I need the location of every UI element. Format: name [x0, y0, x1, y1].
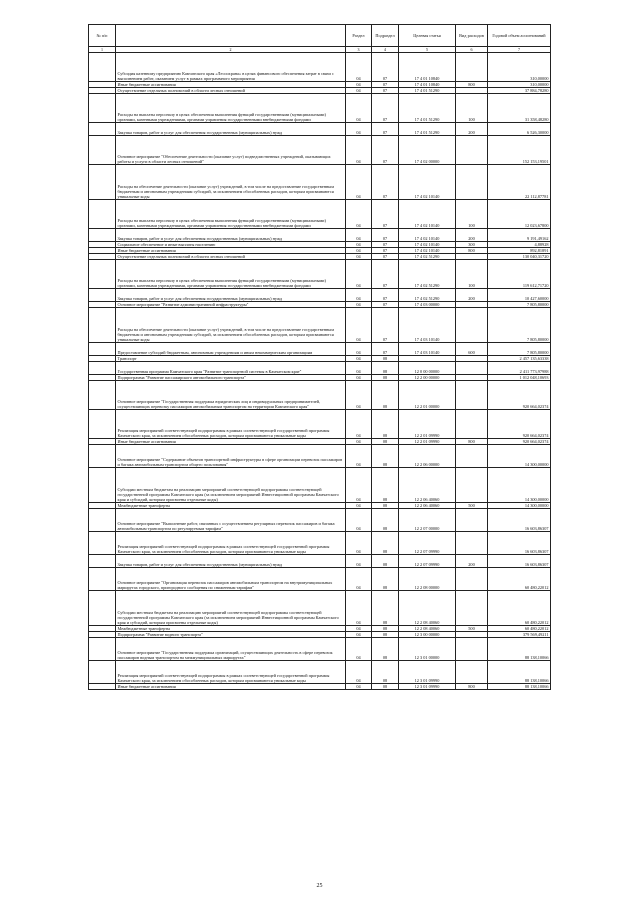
row-podrazdel: 07 [372, 308, 399, 343]
row-target: 17 4 02 10140 [399, 242, 456, 248]
row-target: 17 4 01 51290 [399, 123, 456, 136]
table-row [89, 591, 551, 626]
row-razdel: 04 [346, 308, 372, 343]
row-razdel: 04 [346, 229, 372, 242]
row-razdel: 04 [346, 638, 372, 661]
row-vid: 500 [456, 503, 488, 509]
table-row [89, 94, 551, 123]
row-podrazdel: 07 [372, 254, 399, 260]
row-razdel: 04 [346, 410, 372, 439]
row-num [89, 229, 116, 242]
table-row [89, 445, 551, 468]
row-name: Подпрограмма "Развитие водного транспорта" [116, 632, 346, 638]
row-vid [456, 532, 488, 555]
row-vid: 600 [456, 343, 488, 356]
row-amount: 22 112,87781 [488, 165, 551, 200]
row-name: Закупка товаров, работ и услуг для обеспечения государственных (муниципальных) нужд [116, 555, 346, 568]
col-header-num: № п/п [89, 25, 116, 47]
column-number: 4 [372, 47, 399, 53]
row-podrazdel: 08 [372, 445, 399, 468]
row-vid [456, 136, 488, 165]
table-header-row [89, 25, 551, 47]
row-amount: 37 884,78280 [488, 88, 551, 94]
row-num [89, 381, 116, 410]
column-number: 1 [89, 47, 116, 53]
column-number: 7 [488, 47, 551, 53]
row-razdel: 04 [346, 509, 372, 532]
row-amount: 16 603,86307 [488, 532, 551, 555]
row-podrazdel: 07 [372, 53, 399, 82]
row-razdel: 04 [346, 248, 372, 254]
row-razdel: 04 [346, 136, 372, 165]
row-podrazdel: 07 [372, 88, 399, 94]
row-podrazdel: 08 [372, 555, 399, 568]
row-vid: 300 [456, 242, 488, 248]
row-razdel: 04 [346, 302, 372, 308]
budget-table-sheet [88, 24, 550, 690]
row-num [89, 289, 116, 302]
row-vid: 200 [456, 289, 488, 302]
row-podrazdel: 08 [372, 626, 399, 632]
row-amount: 920 664,02374 [488, 381, 551, 410]
row-podrazdel: 08 [372, 661, 399, 684]
row-target: 12 2 06 40060 [399, 468, 456, 503]
row-amount: 12 023,67800 [488, 200, 551, 229]
row-num [89, 661, 116, 684]
row-razdel: 04 [346, 381, 372, 410]
row-num [89, 165, 116, 200]
row-podrazdel: 08 [372, 568, 399, 591]
row-podrazdel: 07 [372, 248, 399, 254]
row-amount: 31 358,48280 [488, 94, 551, 123]
row-vid [456, 362, 488, 375]
row-num [89, 509, 116, 532]
row-target: 17 4 01 10840 [399, 53, 456, 82]
row-target: 12 0 00 00000 [399, 362, 456, 375]
row-target: 12 3 01 00000 [399, 638, 456, 661]
table-row [89, 343, 551, 356]
table-row [89, 410, 551, 439]
row-razdel: 04 [346, 568, 372, 591]
row-razdel: 04 [346, 123, 372, 136]
row-amount: 4,88928 [488, 242, 551, 248]
row-amount: 14 300,00000 [488, 468, 551, 503]
row-podrazdel: 07 [372, 94, 399, 123]
row-razdel: 04 [346, 626, 372, 632]
row-podrazdel: 07 [372, 200, 399, 229]
row-name: Закупка товаров, работ и услуг для обеспечения государственных (муниципальных) нужд [116, 123, 346, 136]
table-row [89, 381, 551, 410]
row-amount: 379 569,49211 [488, 632, 551, 638]
row-razdel: 04 [346, 260, 372, 289]
row-num [89, 343, 116, 356]
row-razdel: 04 [346, 591, 372, 626]
row-amount: 88 138,10066 [488, 684, 551, 690]
row-num [89, 445, 116, 468]
row-podrazdel: 08 [372, 632, 399, 638]
row-name: Основное мероприятие "Развитие административной инфраструктуры" [116, 302, 346, 308]
table-row [89, 136, 551, 165]
row-vid [456, 638, 488, 661]
row-name: Расходы на обеспечение деятельности (оказание услуг) учреждений, в том числе на предоставление государственным бюджетным и автономным учреждениям субсидий, за исключением обособленных расходов, которым присваиваются уникальные коды [116, 165, 346, 200]
row-num [89, 260, 116, 289]
row-target: 17 4 02 00000 [399, 136, 456, 165]
table-row [89, 638, 551, 661]
table-row [89, 362, 551, 375]
col-header-target: Целевая статья [399, 25, 456, 47]
row-razdel: 04 [346, 242, 372, 248]
row-name: Основное мероприятие "Выполнение работ, связанных с осуществлением регулярных перевозок пассажиров и багажа автомобильным транспортом по регулируемым тарифам" [116, 509, 346, 532]
row-amount: 60 480,22012 [488, 591, 551, 626]
row-vid: 200 [456, 123, 488, 136]
row-podrazdel: 08 [372, 356, 399, 362]
row-razdel: 04 [346, 165, 372, 200]
row-amount: 14 300,00000 [488, 445, 551, 468]
row-name: Иные бюджетные ассигнования [116, 439, 346, 445]
row-podrazdel: 07 [372, 123, 399, 136]
table-row [89, 289, 551, 302]
row-podrazdel: 07 [372, 302, 399, 308]
row-name: Расходы на выплаты персоналу в целях обеспечения выполнения функций государственными (муниципальными) органами, казенными учреждениями, органами управления государственными внебюджетными фондами [116, 260, 346, 289]
row-razdel: 04 [346, 289, 372, 302]
row-num [89, 532, 116, 555]
col-header-razdel: Раздел [346, 25, 372, 47]
row-amount: 310,00000 [488, 53, 551, 82]
row-name: Основное мероприятие "Организация перевозок пассажиров автомобильным транспортом на внутримуниципальных маршрутах городского, пригородного сообщения по сниженным тарифам" [116, 568, 346, 591]
row-name: Закупка товаров, работ и услуг для обеспечения государственных (муниципальных) нужд [116, 229, 346, 242]
row-amount: 2 411 773,97988 [488, 362, 551, 375]
row-razdel: 04 [346, 555, 372, 568]
row-vid [456, 509, 488, 532]
row-vid: 100 [456, 94, 488, 123]
row-razdel: 04 [346, 362, 372, 375]
row-podrazdel: 08 [372, 468, 399, 503]
row-target: 12 2 08 00000 [399, 568, 456, 591]
row-podrazdel: 08 [372, 684, 399, 690]
row-vid [456, 53, 488, 82]
row-razdel: 04 [346, 439, 372, 445]
row-podrazdel: 08 [372, 410, 399, 439]
row-amount: 60 480,22012 [488, 568, 551, 591]
row-target: 12 2 01 09990 [399, 410, 456, 439]
row-podrazdel: 08 [372, 591, 399, 626]
table-row [89, 123, 551, 136]
row-razdel: 04 [346, 343, 372, 356]
row-amount: 892,81891 [488, 248, 551, 254]
row-amount: 7 805,80000 [488, 302, 551, 308]
row-razdel: 04 [346, 445, 372, 468]
col-header-name [116, 25, 346, 47]
row-name: Реализация мероприятий соответствующей подпрограммы в рамках соответствующей государственной программы Камчатского края, за исключением обособленных расходов, которым присваиваются уникальные коды [116, 661, 346, 684]
table-row [89, 200, 551, 229]
row-amount: 920 664,02374 [488, 410, 551, 439]
row-podrazdel: 08 [372, 638, 399, 661]
column-number: 6 [456, 47, 488, 53]
page-number: 25 [316, 883, 323, 889]
row-amount: 10 427,60000 [488, 289, 551, 302]
row-amount: 14 300,00000 [488, 503, 551, 509]
row-amount: 16 603,86307 [488, 555, 551, 568]
row-num [89, 362, 116, 375]
row-vid: 500 [456, 626, 488, 632]
row-name: Закупка товаров, работ и услуг для обеспечения государственных (муниципальных) нужд [116, 289, 346, 302]
row-name: Субсидии местным бюджетам на реализацию мероприятий соответствующей подпрограммы соответствующей государственной программы Камчатского края (за исключением мероприятий Инвестиционной программы Камчатского края и субсидий, которым присвоены отдельные коды) [116, 468, 346, 503]
row-name: Подпрограмма "Развитие пассажирского автомобильного транспорта" [116, 375, 346, 381]
row-razdel: 04 [346, 503, 372, 509]
row-razdel: 04 [346, 53, 372, 82]
row-razdel: 04 [346, 661, 372, 684]
row-vid: 800 [456, 684, 488, 690]
row-amount: 310,00000 [488, 82, 551, 88]
row-vid [456, 381, 488, 410]
row-podrazdel: 07 [372, 260, 399, 289]
row-num [89, 468, 116, 503]
row-target: 12 2 08 40060 [399, 591, 456, 626]
row-razdel: 04 [346, 82, 372, 88]
row-podrazdel: 08 [372, 532, 399, 555]
row-vid: 200 [456, 229, 488, 242]
table-row [89, 260, 551, 289]
row-name: Расходы на выплаты персоналу в целях обеспечения выполнения функций государственными (муниципальными) органами, казенными учреждениями, органами управления государственными внебюджетными фондами [116, 200, 346, 229]
row-amount: 6 526,30000 [488, 123, 551, 136]
row-razdel: 04 [346, 356, 372, 362]
row-target: 17 4 01 10840 [399, 82, 456, 88]
row-razdel: 04 [346, 200, 372, 229]
row-podrazdel: 08 [372, 439, 399, 445]
row-name: Государственная программа Камчатского края "Развитие транспортной системы в Камчатском крае" [116, 362, 346, 375]
row-target: 17 4 03 10140 [399, 343, 456, 356]
row-vid [456, 410, 488, 439]
row-name: Расходы на обеспечение деятельности (оказание услуг) учреждений, в том числе на предоставление государственным бюджетным и автономным учреждениям субсидий, за исключением обособленных расходов, которым присваиваются уникальные коды [116, 308, 346, 343]
row-vid: 200 [456, 555, 488, 568]
row-num [89, 308, 116, 343]
row-name: Субсидии местным бюджетам на реализацию мероприятий соответствующей подпрограммы соответствующей государственной программы Камчатского края (за исключением мероприятий Инвестиционной программы Камчатского края и субсидий, которым присвоены отдельные коды) [116, 591, 346, 626]
table-row [89, 229, 551, 242]
row-num [89, 638, 116, 661]
row-vid: 100 [456, 260, 488, 289]
row-vid [456, 568, 488, 591]
table-row [89, 532, 551, 555]
row-target: 17 4 02 51290 [399, 260, 456, 289]
row-razdel: 04 [346, 632, 372, 638]
row-name: Субсидия казенному предприятию Камчатского края «Лесоохрана» в целях финансового обеспечения затрат в связи с выполнением работ, оказанием услуг в рамках программного мероприятия [116, 53, 346, 82]
row-name: Социальное обеспечение и иные выплаты населению [116, 242, 346, 248]
row-vid [456, 661, 488, 684]
row-num [89, 568, 116, 591]
row-target: 17 4 01 51290 [399, 88, 456, 94]
row-amount: 7 805,80000 [488, 343, 551, 356]
row-num [89, 200, 116, 229]
row-podrazdel: 08 [372, 381, 399, 410]
row-vid: 100 [456, 200, 488, 229]
row-num [89, 123, 116, 136]
row-vid [456, 468, 488, 503]
row-podrazdel: 07 [372, 289, 399, 302]
row-name: Транспорт [116, 356, 346, 362]
row-podrazdel: 08 [372, 375, 399, 381]
table-row [89, 509, 551, 532]
col-header-vid: Вид расходов [456, 25, 488, 47]
table-row [89, 53, 551, 82]
row-name: Предоставление субсидий бюджетным, автономным учреждениям и иным некоммерческим организациям [116, 343, 346, 356]
row-vid: 800 [456, 82, 488, 88]
row-name: Иные бюджетные ассигнования [116, 248, 346, 254]
row-num [89, 410, 116, 439]
row-name: Межбюджетные трансферты [116, 503, 346, 509]
row-podrazdel: 08 [372, 503, 399, 509]
row-target: 12 2 08 40060 [399, 626, 456, 632]
table-row [89, 308, 551, 343]
col-header-podrazdel: Подраздел [372, 25, 399, 47]
row-podrazdel: 08 [372, 509, 399, 532]
row-name: Осуществление отдельных полномочий в области лесных отношений [116, 254, 346, 260]
row-amount: 152 153,19501 [488, 136, 551, 165]
row-name: Расходы на выплаты персоналу в целях обеспечения выполнения функций государственными (муниципальными) органами, казенными учреждениями, органами управления государственными внебюджетными фондами [116, 94, 346, 123]
row-target: 17 4 03 00000 [399, 302, 456, 308]
row-target: 17 4 01 51290 [399, 94, 456, 123]
row-name: Межбюджетные трансферты [116, 626, 346, 632]
row-amount: 88 138,10066 [488, 638, 551, 661]
row-name: Осуществление отдельных полномочий в области лесных отношений [116, 88, 346, 94]
row-name: Реализация мероприятий соответствующей подпрограммы в рамках соответствующей государственной программы Камчатского края, за исключением обособленных расходов, которым присваиваются уникальные коды [116, 532, 346, 555]
row-target: 12 2 01 00000 [399, 381, 456, 410]
row-razdel: 04 [346, 94, 372, 123]
row-target: 17 4 02 10140 [399, 200, 456, 229]
row-target: 17 4 02 10140 [399, 229, 456, 242]
row-amount: 1 012 048,10693 [488, 375, 551, 381]
row-podrazdel: 07 [372, 165, 399, 200]
row-name: Иные бюджетные ассигнования [116, 684, 346, 690]
row-amount: 9 191,49162 [488, 229, 551, 242]
column-number: 5 [399, 47, 456, 53]
column-number: 3 [346, 47, 372, 53]
row-name: Реализация мероприятий соответствующей подпрограммы в рамках соответствующей государственной программы Камчатского края, за исключением обособленных расходов, которым присваиваются уникальные коды [116, 410, 346, 439]
row-name: Иные бюджетные ассигнования [116, 82, 346, 88]
row-target: 12 3 01 09990 [399, 661, 456, 684]
row-target: 17 4 03 10140 [399, 308, 456, 343]
table-row [89, 661, 551, 684]
row-target: 12 2 06 40060 [399, 503, 456, 509]
row-amount: 60 480,22012 [488, 626, 551, 632]
col-header-amount: Годовой объем ассигнований [488, 25, 551, 47]
table-row [89, 468, 551, 503]
row-podrazdel: 07 [372, 343, 399, 356]
row-razdel: 04 [346, 375, 372, 381]
row-amount: 16 603,86307 [488, 509, 551, 532]
row-name: Основное мероприятие "Содержание объектов транспортной инфраструктуры в сфере организации перевозок пассажиров и багажа автомобильным транспортом общего пользования" [116, 445, 346, 468]
row-name: Основное мероприятие "Государственная поддержка организаций, осуществляющих деятельность в сфере перевозок пассажиров водным транспортом на межмуниципальных маршрутах" [116, 638, 346, 661]
row-podrazdel: 07 [372, 242, 399, 248]
row-vid: 800 [456, 439, 488, 445]
row-target: 17 4 02 51290 [399, 289, 456, 302]
row-target: 12 2 07 09990 [399, 532, 456, 555]
row-amount: 920 664,02374 [488, 439, 551, 445]
row-vid [456, 445, 488, 468]
row-target: 12 3 01 09990 [399, 684, 456, 690]
table-row [89, 568, 551, 591]
row-num [89, 53, 116, 82]
column-number: 2 [116, 47, 346, 53]
row-podrazdel: 07 [372, 82, 399, 88]
row-amount: 7 805,80000 [488, 308, 551, 343]
row-razdel: 04 [346, 468, 372, 503]
row-target: 17 4 02 10140 [399, 165, 456, 200]
table-body [89, 53, 551, 690]
row-razdel: 04 [346, 532, 372, 555]
row-amount: 88 138,10066 [488, 661, 551, 684]
row-podrazdel: 08 [372, 362, 399, 375]
row-amount: 119 612,71720 [488, 260, 551, 289]
row-target: 12 3 00 00000 [399, 632, 456, 638]
row-num [89, 136, 116, 165]
row-num [89, 591, 116, 626]
row-razdel: 04 [346, 254, 372, 260]
row-razdel: 04 [346, 88, 372, 94]
table-row [89, 555, 551, 568]
row-podrazdel: 07 [372, 136, 399, 165]
row-name: Основное мероприятие "Обеспечение деятельности (оказание услуг) подведомственных учреждений, оказывающих работы и услуги в области лесных отношений" [116, 136, 346, 165]
budget-table [88, 24, 551, 690]
row-num [89, 555, 116, 568]
row-vid [456, 591, 488, 626]
row-target: 12 2 01 09990 [399, 439, 456, 445]
row-target: 17 4 02 10140 [399, 248, 456, 254]
row-target: 17 4 02 51290 [399, 254, 456, 260]
row-amount: 130 040,31720 [488, 254, 551, 260]
row-vid [456, 165, 488, 200]
table-row [89, 684, 551, 690]
row-vid: 800 [456, 248, 488, 254]
row-amount: 2 457 135,63338 [488, 356, 551, 362]
row-vid [456, 308, 488, 343]
row-podrazdel: 07 [372, 229, 399, 242]
row-target: 12 2 07 00000 [399, 509, 456, 532]
row-razdel: 04 [346, 684, 372, 690]
row-name: Основное мероприятие "Государственная поддержка юридических лиц и индивидуальных предпринимателей, осуществляющих перевозку пассажиров автомобильным транспортом на территории Камчатского края" [116, 381, 346, 410]
row-num [89, 94, 116, 123]
row-target: 12 2 00 00000 [399, 375, 456, 381]
row-num [89, 684, 116, 690]
table-row [89, 165, 551, 200]
row-target: 12 2 07 09990 [399, 555, 456, 568]
row-target: 12 2 06 00000 [399, 445, 456, 468]
